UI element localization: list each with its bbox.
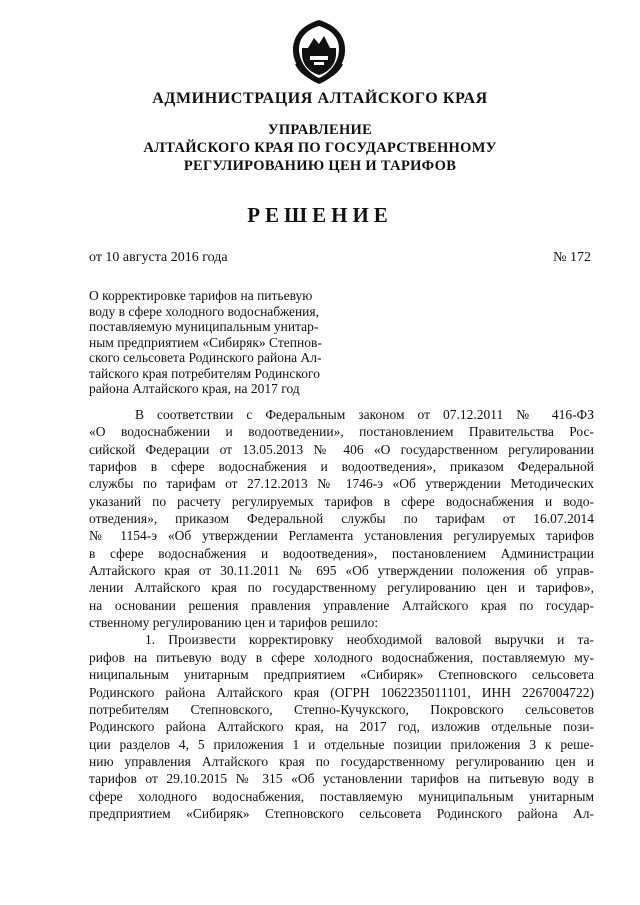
subject-line: ского сельсовета Родинского района Ал- (89, 350, 322, 365)
department-line: УПРАВЛЕНИЕ (267, 122, 373, 138)
administration-title: АДМИНИСТРАЦИЯ АЛТАЙСКОГО КРАЯ (152, 90, 488, 107)
document-number: № 172 (553, 250, 591, 265)
document-subject (89, 288, 357, 397)
body-line: предприятием «Сибиряк» Степновского сельсовета Родинского района Ал- (89, 805, 594, 821)
department-line: РЕГУЛИРОВАНИЮ ЦЕН И ТАРИФОВ (183, 158, 457, 174)
subject-line: района Алтайского края, на 2017 год (89, 381, 300, 396)
body-line: службы по тарифам от 27.12.2013 № 1746-э «Об утверждении Методических (89, 476, 594, 492)
subject-line: тайского края потребителям Родинского (89, 365, 320, 381)
department-line: АЛТАЙСКОГО КРАЯ ПО ГОСУДАРСТВЕННОМУ (143, 140, 497, 156)
body-line: ниципальным унитарным предприятием «Сибиряк» Степновского сельсовета (89, 667, 594, 683)
body-line: Алтайского края от 30.11.2011 № 695 «Об утверждении положения об управ- (89, 563, 594, 579)
body-line: Родинского района Алтайского края, на 2017 год, изложив отдельные пози- (89, 719, 594, 735)
body-line: В соответствии с Федеральным законом от 07.12.2011 № 416-ФЗ (135, 407, 594, 422)
body-line: отведения», приказом Федеральной службы по тарифам от 16.07.2014 (89, 511, 594, 527)
document-type-heading: РЕШЕНИЕ (247, 203, 393, 227)
body-line: сфере холодного водоснабжения, поставляемую муниципальным унитарным (89, 788, 594, 804)
body-line: ции разделов 4, 5 приложения 1 и отдельные позиции приложения 3 к реше- (89, 736, 594, 752)
subject-line: воду в сфере холодного водоснабжения, (89, 303, 319, 319)
department-title (0, 121, 640, 175)
body-line: лении Алтайского края по государственному регулированию цен и тарифов», (89, 580, 594, 596)
subject-line: ным предприятием «Сибиряк» Степнов- (89, 334, 322, 350)
coat-of-arms-emblem (286, 18, 352, 86)
body-line: № 1154-э «Об утверждении Регламента установления регулируемых тарифов (89, 528, 594, 544)
body-line: тарифов от 29.10.2015 № 315 «Об установлении тарифов на питьевую воду в (89, 771, 594, 787)
subject-line: О корректировке тарифов на питьевую (89, 288, 313, 303)
body-line: рифов на питьевую воду в сфере холодного водоснабжения, поставляемую му- (89, 649, 594, 665)
subject-line: поставляемую муниципальным унитар- (89, 319, 319, 334)
body-line: Родинского района Алтайского края (ОГРН 1062235011101, ИНН 2267004722) (89, 684, 594, 700)
body-line: сийской Федерации от 13.05.2013 № 406 «О государственном регулировании (89, 441, 594, 457)
document-body (89, 406, 594, 822)
body-line: указаний по расчету регулируемых тарифов в сфере водоснабжения и водо- (89, 493, 594, 509)
body-line: 1. Произвести корректировку необходимой валовой выручки и та- (145, 632, 594, 648)
body-line: «О водоснабжении и водоотведении», постановлением Правительства Рос- (89, 424, 594, 440)
body-line: на основании решения правления управление Алтайского края по государ- (89, 597, 594, 613)
body-line: ственному регулированию цен и тарифов решило: (89, 615, 379, 631)
body-line: потребителям Степновского, Степно-Кучукского, Покровского сельсоветов (89, 701, 594, 717)
document-date: от 10 августа 2016 года (89, 250, 228, 265)
body-line: в сфере водоснабжения и водоотведения», постановлением Администрации (89, 545, 594, 561)
body-line: нию управления Алтайского края по государственному регулированию цен и (89, 753, 594, 769)
body-line: тарифов в сфере водоснабжения и водоотведения», приказом Федеральной (89, 459, 594, 475)
